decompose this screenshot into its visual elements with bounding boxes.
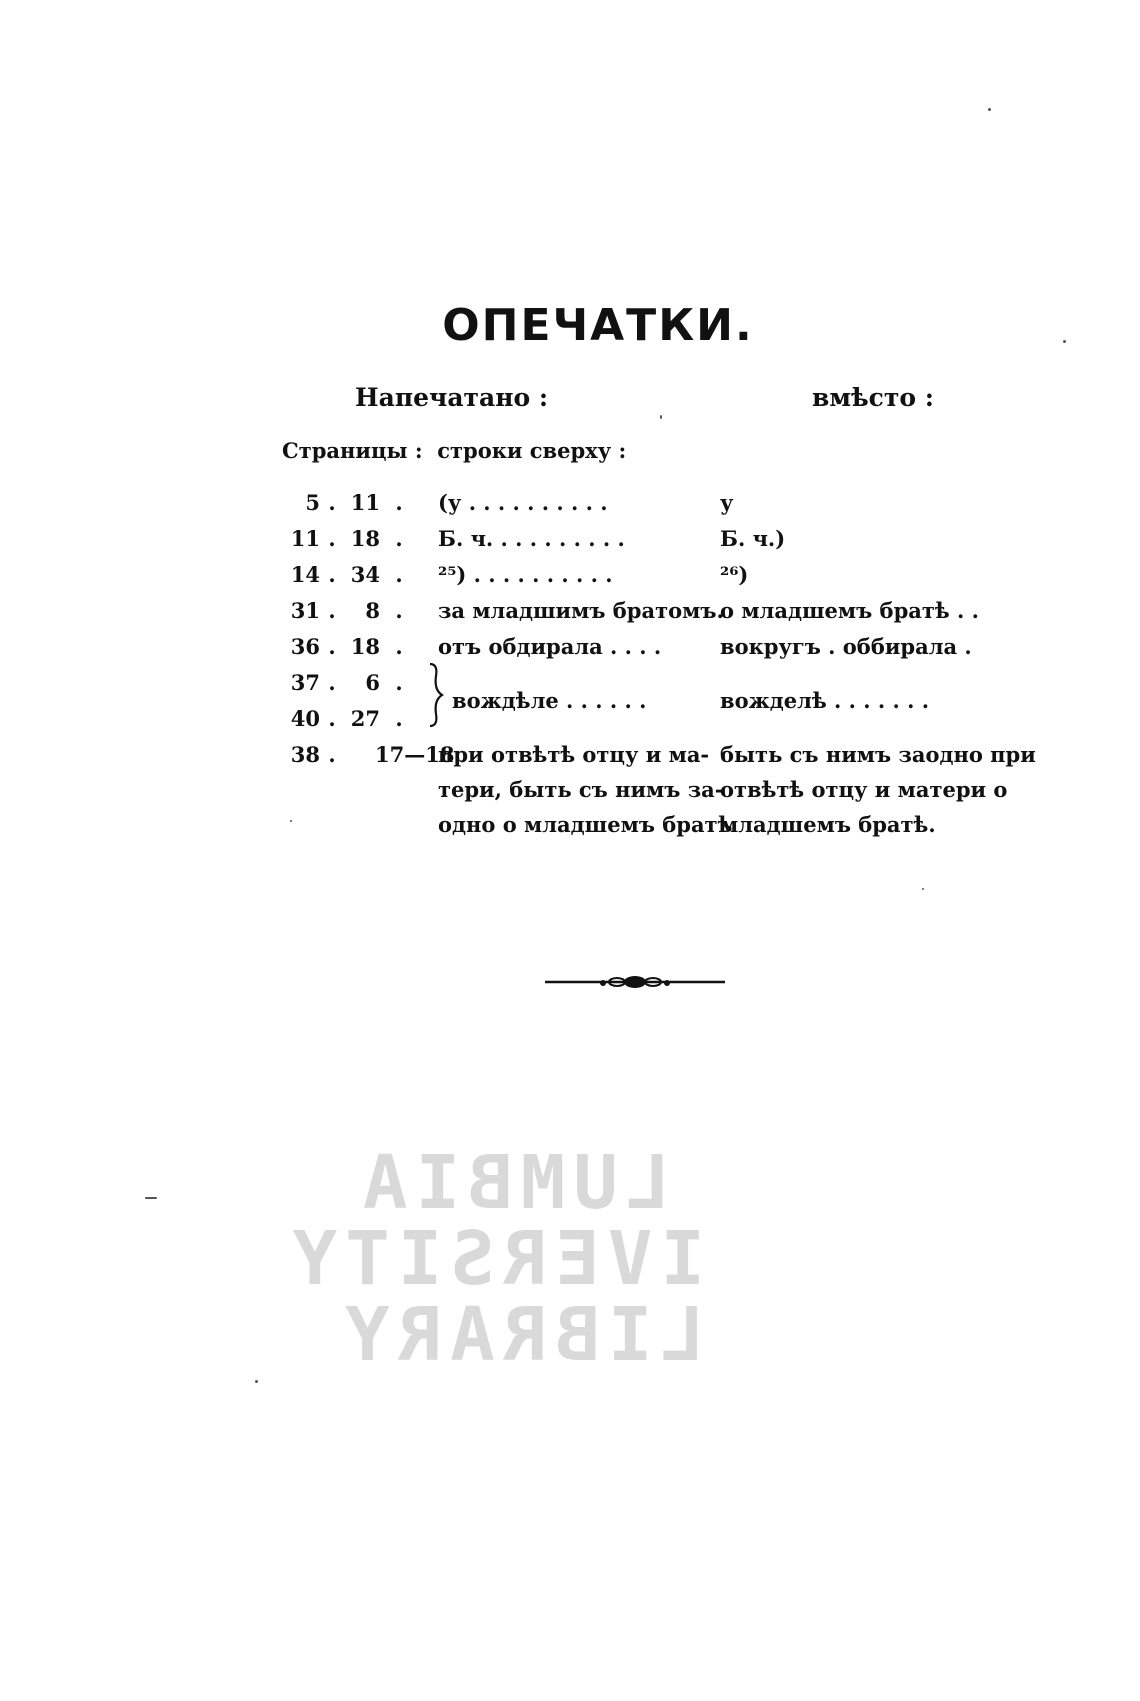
printed-text-line: тери, быть съ нимъ за- [438, 777, 724, 802]
correct-text: ²⁶) [720, 562, 749, 587]
printed-text-line: одно о младшемъ братѣ [438, 812, 733, 837]
line-number: 18 [350, 526, 380, 551]
stamp-line: LIBRARY [337, 1292, 705, 1378]
separator-dot: . [395, 634, 403, 659]
printed-text: Б. ч. . . . . . . . . . [438, 526, 625, 551]
correct-text-line: отвѣтѣ отцу и матери о [720, 777, 1008, 802]
correct-text: Б. ч.) [720, 526, 786, 551]
separator-dot: . [328, 598, 336, 623]
page-number: 36 [290, 634, 320, 659]
page-number: 40 [290, 706, 320, 731]
errata-row [0, 524, 1140, 554]
separator-dot: . [328, 562, 336, 587]
printed-text: ²⁵) . . . . . . . . . . [438, 562, 613, 587]
errata-row [0, 596, 1140, 626]
dust-speck [1063, 340, 1066, 343]
line-number: 8 [365, 598, 380, 623]
dust-speck [145, 1197, 157, 1199]
printed-column-header: Напечатано : [355, 383, 549, 412]
dust-speck [660, 415, 662, 419]
printed-text: за младшимъ братомъ. [438, 598, 724, 623]
separator-dot: . [328, 670, 336, 695]
page-title: ОПЕЧАТКИ. [442, 300, 754, 351]
separator-dot: . [328, 490, 336, 515]
separator-dot: . [328, 634, 336, 659]
page-number: 38 [290, 742, 320, 767]
line-number: 34 [350, 562, 380, 587]
correct-text-line: быть съ нимъ заодно при [720, 742, 1036, 767]
separator-dot: . [328, 526, 336, 551]
correct-text: о младшемъ братѣ . . [720, 598, 979, 623]
pages-lines-subheader: Страницы : строки сверху : [282, 438, 627, 463]
errata-row [0, 488, 1140, 518]
separator-dot: . [395, 706, 403, 731]
separator-dot: . [395, 670, 403, 695]
printed-text-line: при отвѣтѣ отцу и ма- [438, 742, 710, 767]
page-number: 14 [290, 562, 320, 587]
dust-speck [255, 1380, 258, 1383]
dust-speck [290, 820, 292, 822]
stamp-line: LUMBIA [355, 1140, 671, 1226]
printed-text: отъ обдирала . . . . [438, 634, 662, 659]
separator-dot: . [395, 490, 403, 515]
correct-text: вокругъ . оббирала . [720, 634, 972, 659]
separator-dot: . [328, 742, 336, 767]
page-number: 11 [290, 526, 320, 551]
ornament-divider-icon [545, 970, 725, 994]
errata-row [0, 560, 1140, 590]
page-number: 31 [290, 598, 320, 623]
errata-row-braced-text [0, 686, 1140, 716]
separator-dot: . [395, 598, 403, 623]
instead-column-header: вмѣсто : [812, 383, 934, 412]
correct-text: вожделѣ . . . . . . . [720, 688, 930, 713]
dust-speck [922, 888, 924, 890]
errata-row [0, 632, 1140, 662]
line-range: 17—18 [375, 742, 455, 767]
printed-text: вождѣле . . . . . . [452, 688, 647, 713]
line-number: 18 [350, 634, 380, 659]
library-stamp-watermark [284, 1140, 705, 1378]
separator-dot: . [395, 526, 403, 551]
separator-dot: . [328, 706, 336, 731]
line-number: 27 [350, 706, 380, 731]
printed-text: (у . . . . . . . . . . [438, 490, 608, 515]
page-number: 5 [305, 490, 320, 515]
stamp-line: IVERSITY [284, 1216, 705, 1302]
correct-text: у [720, 490, 734, 515]
correct-text-line: младшемъ братѣ. [720, 812, 936, 837]
separator-dot: . [395, 562, 403, 587]
dust-speck [988, 108, 991, 111]
line-number: 6 [365, 670, 380, 695]
page-number: 37 [290, 670, 320, 695]
line-number: 11 [350, 490, 380, 515]
